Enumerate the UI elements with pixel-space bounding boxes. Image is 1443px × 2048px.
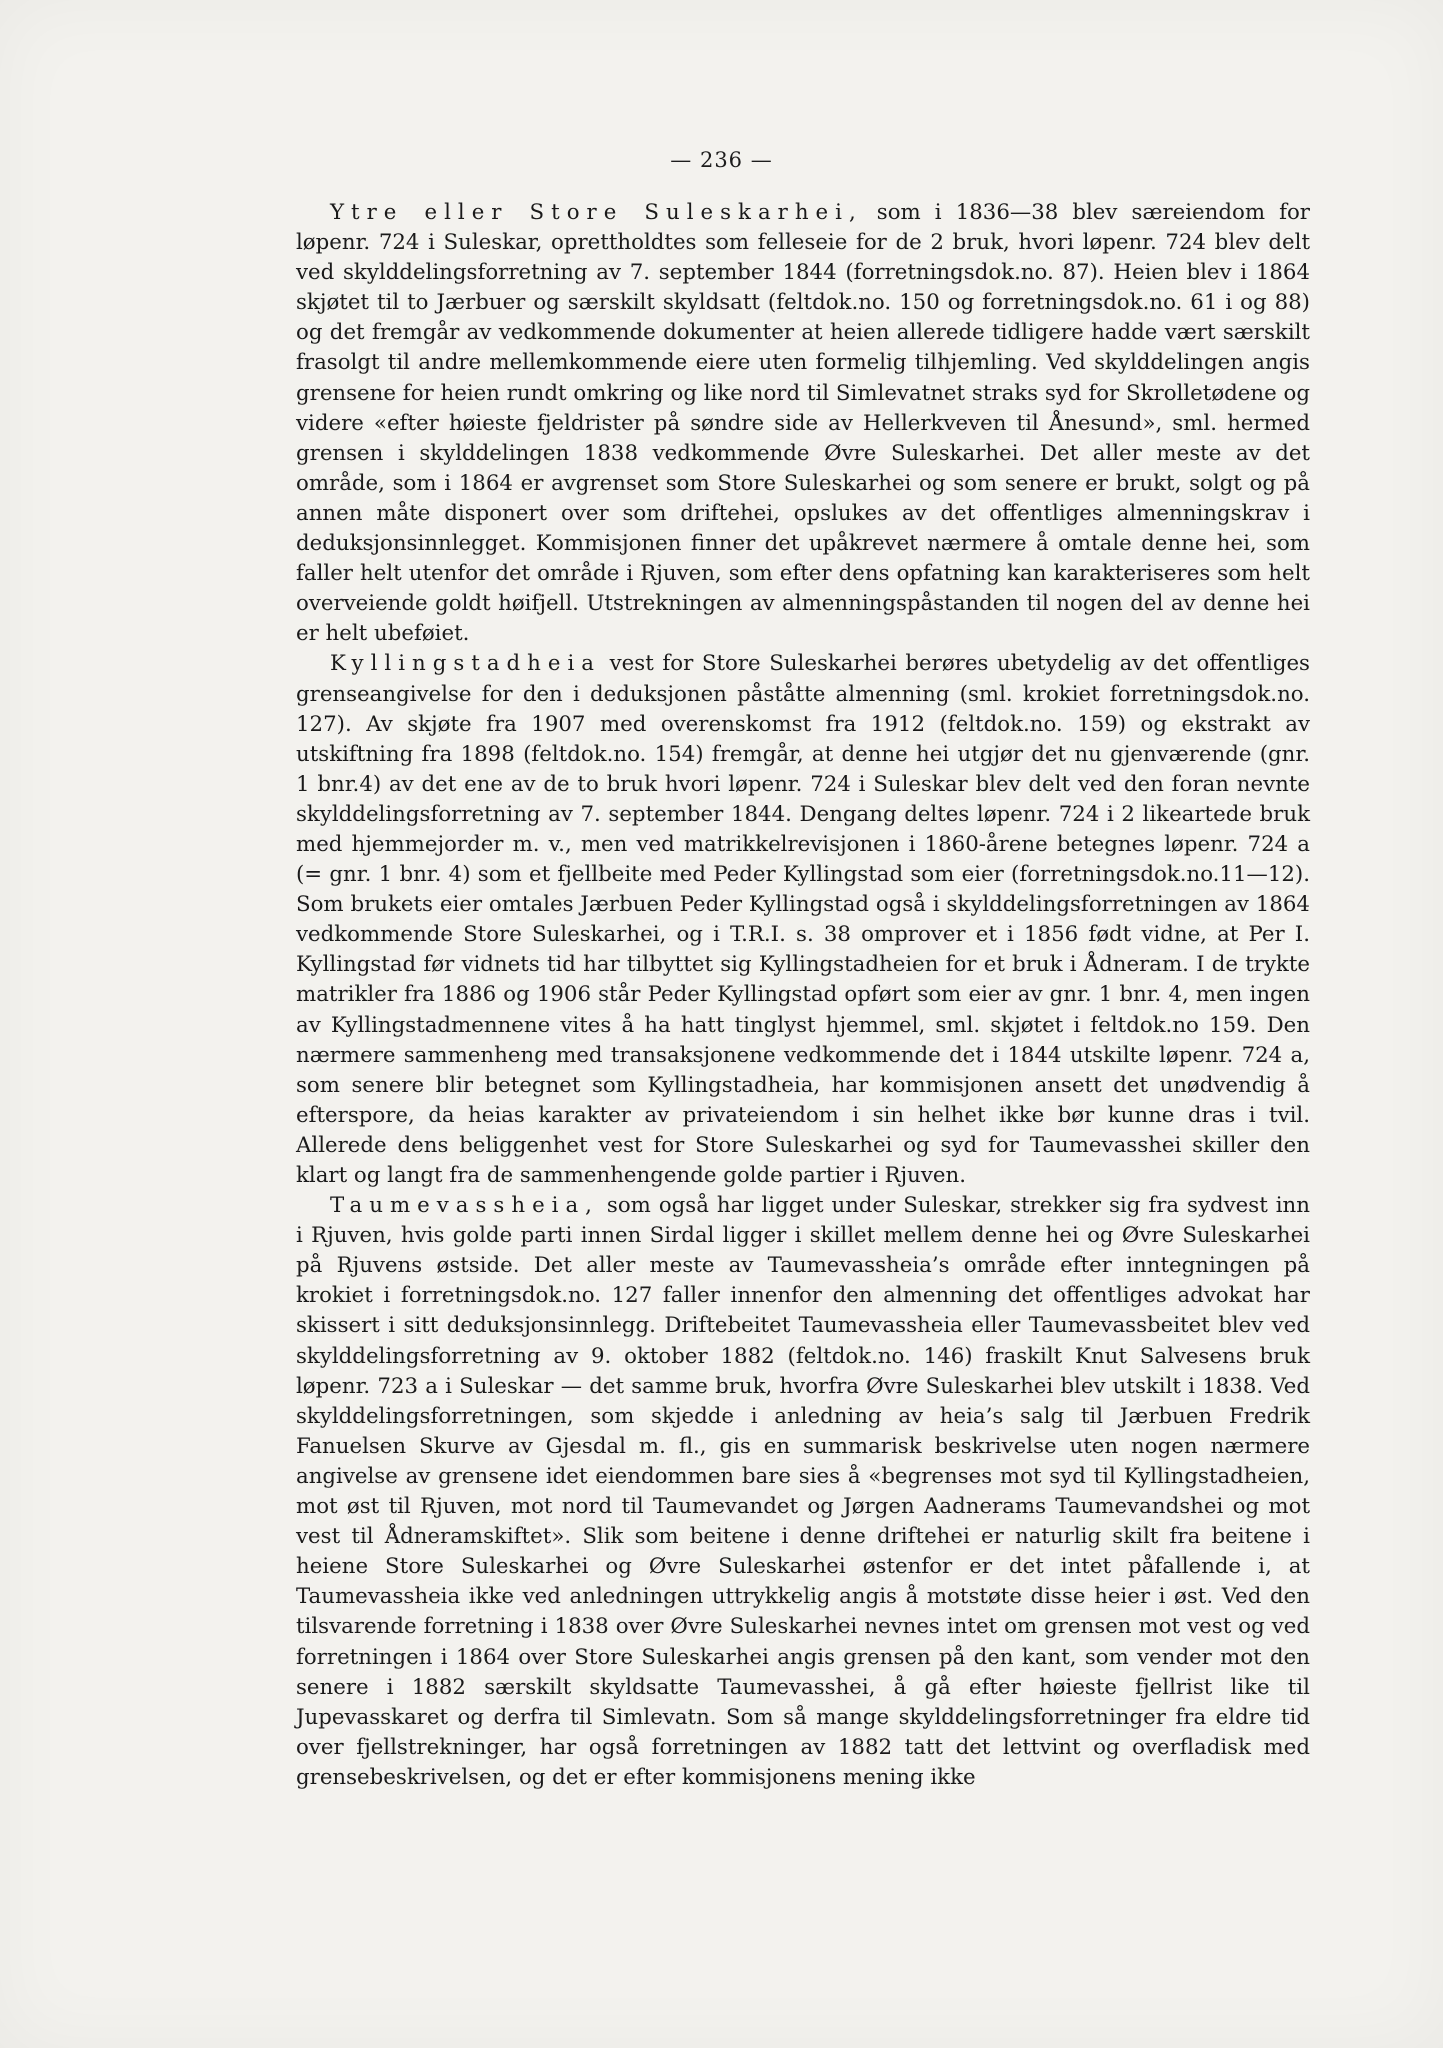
paragraph-text: som også har ligget under Suleskar, strekker sig fra sydvest inn i Rjuven, hvis golde parti innen Sirdal ligger i skillet mellem denne hei og Øvre Suleskarhei på Rjuvens østside. Det aller meste av Taumevassheia’s område efter inntegningen på krokiet i forretningsdok.no. 127 faller innenfor den almenning det offentliges advokat har skissert i sitt deduksjonsinnlegg. Driftebeitet Taumevassheia eller Taumevassbeitet blev ved skylddelingsforretning av 9. oktober 1882 (feltdok.no. 146) fraskilt Knut Salvesens bruk løpenr. 723 a i Suleskar — det samme bruk, hvorfra Øvre Suleskarhei blev utskilt i 1838. Ved skylddelingsforretningen, som skjedde i anledning av heia’s salg til Jærbuen Fredrik Fanuelsen Skurve av Gjesdal m. fl., gis en summarisk beskrivelse uten nogen nærmere angivelse av grensene idet eiendommen bare sies å «begrenses mot syd til Kyllingstadheien, mot øst til Rjuven, mot nord til Taumevandet og Jørgen Aadnerams Taumevandshei og mot vest til Ådneramskiftet». Slik som beitene i denne driftehei er naturlig skilt fra beitene i heiene Store Suleskarhei og Øvre Suleskarhei østenfor er det intet påfallende i, at Taumevassheia ikke ved anledningen uttrykkelig angis å motstøte disse heier i øst. Ved den tilsvarende forretning i 1838 over Øvre Suleskarhei nevnes intet om grensen mot vest og ved forretningen i 1864 over Store Suleskarhei angis grensen på den kant, som vender mot den senere i 1882 særskilt skyldsatte Taumevasshei, å gå efter høieste fjellrist like til Jupevasskaret og derfra til Simlevatn. Som så mange skylddelingsforretninger fra eldre tid over fjellstrekninger, har også forretningen av 1882 tatt det lettvint og overfladisk med grensebeskrivelsen, og det er efter kommisjonens mening ikke <box>296 1193 1310 1790</box>
paragraph-ytre-store-suleskarhei <box>296 198 1310 649</box>
paragraph-taumevassheia <box>296 1191 1310 1793</box>
paragraph-lead-term: Ytre eller Store Suleskarhei, <box>330 200 863 225</box>
paragraph-lead-term: Taumevassheia, <box>330 1193 599 1219</box>
paragraph-text: vest for Store Suleskarhei berøres ubetydelig av det offentliges grenseangivelse for den i deduksjonen påståtte almenning (sml. krokiet forretningsdok.no. 127). Av skjøte fra 1907 med overenskomst fra 1912 (feltdok.no. 159) og ekstrakt av utskiftning fra 1898 (feltdok.no. 154) fremgår, at denne hei utgjør det nu gjenværende (gnr. 1 bnr.4) av det ene av de to bruk hvori løpenr. 724 i Suleskar blev delt ved den foran nevnte skylddelingsforretning av 7. september 1844. Dengang deltes løpenr. 724 i 2 likeartede bruk med hjemmejorder m. v., men ved matrikkelrevisjonen i 1860-årene betegnes løpenr. 724 a (= gnr. 1 bnr. 4) som et fjellbeite med Peder Kyllingstad som eier (forretningsdok.no.11—12). Som brukets eier omtales Jærbuen Peder Kyllingstad også i skylddelingsforretningen av 1864 vedkommende Store Suleskarhei, og i T.R.I. s. 38 omprover et i 1856 født vidne, at Per I. Kyllingstad før vidnets tid har tilbyttet sig Kyllingstadheien for et bruk i Ådneram. I de trykte matrikler fra 1886 og 1906 står Peder Kyllingstad opført som eier av gnr. 1 bnr. 4, men ingen av Kyllingstadmennene vites å ha hatt tinglyst hjemmel, sml. skjøtet i feltdok.no 159. Den nærmere sammenheng med transaksjonene vedkommende det i 1844 utskilte løpenr. 724 a, som senere blir betegnet som Kyllingstadheia, har kommisjonen ansett det unødvendig å efterspore, da heias karakter av privateiendom i sin helhet ikke bør kunne dras i tvil. Allerede dens beliggenhet vest for Store Suleskarhei og syd for Taumevasshei skiller den klart og langt fra de sammenhengende golde partier i Rjuven. <box>296 651 1310 1188</box>
paragraph-kyllingstadheia <box>296 649 1310 1191</box>
paragraph-text: som i 1836—38 blev særeiendom for løpenr. 724 i Suleskar, oprettholdtes som felleseie for de 2 bruk, hvori løpenr. 724 blev delt ved skylddelingsforretning av 7. september 1844 (forretningsdok.no. 87). Heien blev i 1864 skjøtet til to Jærbuer og særskilt skyldsatt (feltdok.no. 150 og forretningsdok.no. 61 i og 88) og det fremgår av vedkommende dokumenter at heien allerede tidligere hadde vært særskilt frasolgt til andre mellemkommende eiere uten formelig tilhjemling. Ved skylddelingen angis grensene for heien rundt omkring og like nord til Simlevatnet straks syd for Skrolletødene og videre «efter høieste fjeldrister på søndre side av Hellerkveven til Ånesund», sml. hermed grensen i skylddelingen 1838 vedkommende Øvre Suleskarhei. Det aller meste av det område, som i 1864 er avgrenset som Store Suleskarhei og som senere er brukt, solgt og på annen måte disponert over som driftehei, opslukes av det offentliges almenningskrav i deduksjonsinnlegget. Kommisjonen finner det upåkrevet nærmere å omtale denne hei, som faller helt utenfor det område i Rjuven, som efter dens opfatning kan karakteriseres som helt overveiende goldt høifjell. Utstrekningen av almenningspåstanden til nogen del av denne hei er helt ubeføiet. <box>296 200 1310 647</box>
page-number: — 236 — <box>670 148 773 172</box>
paragraph-lead-term: Kyllingstadheia <box>330 651 602 677</box>
body-text <box>296 198 1310 1793</box>
